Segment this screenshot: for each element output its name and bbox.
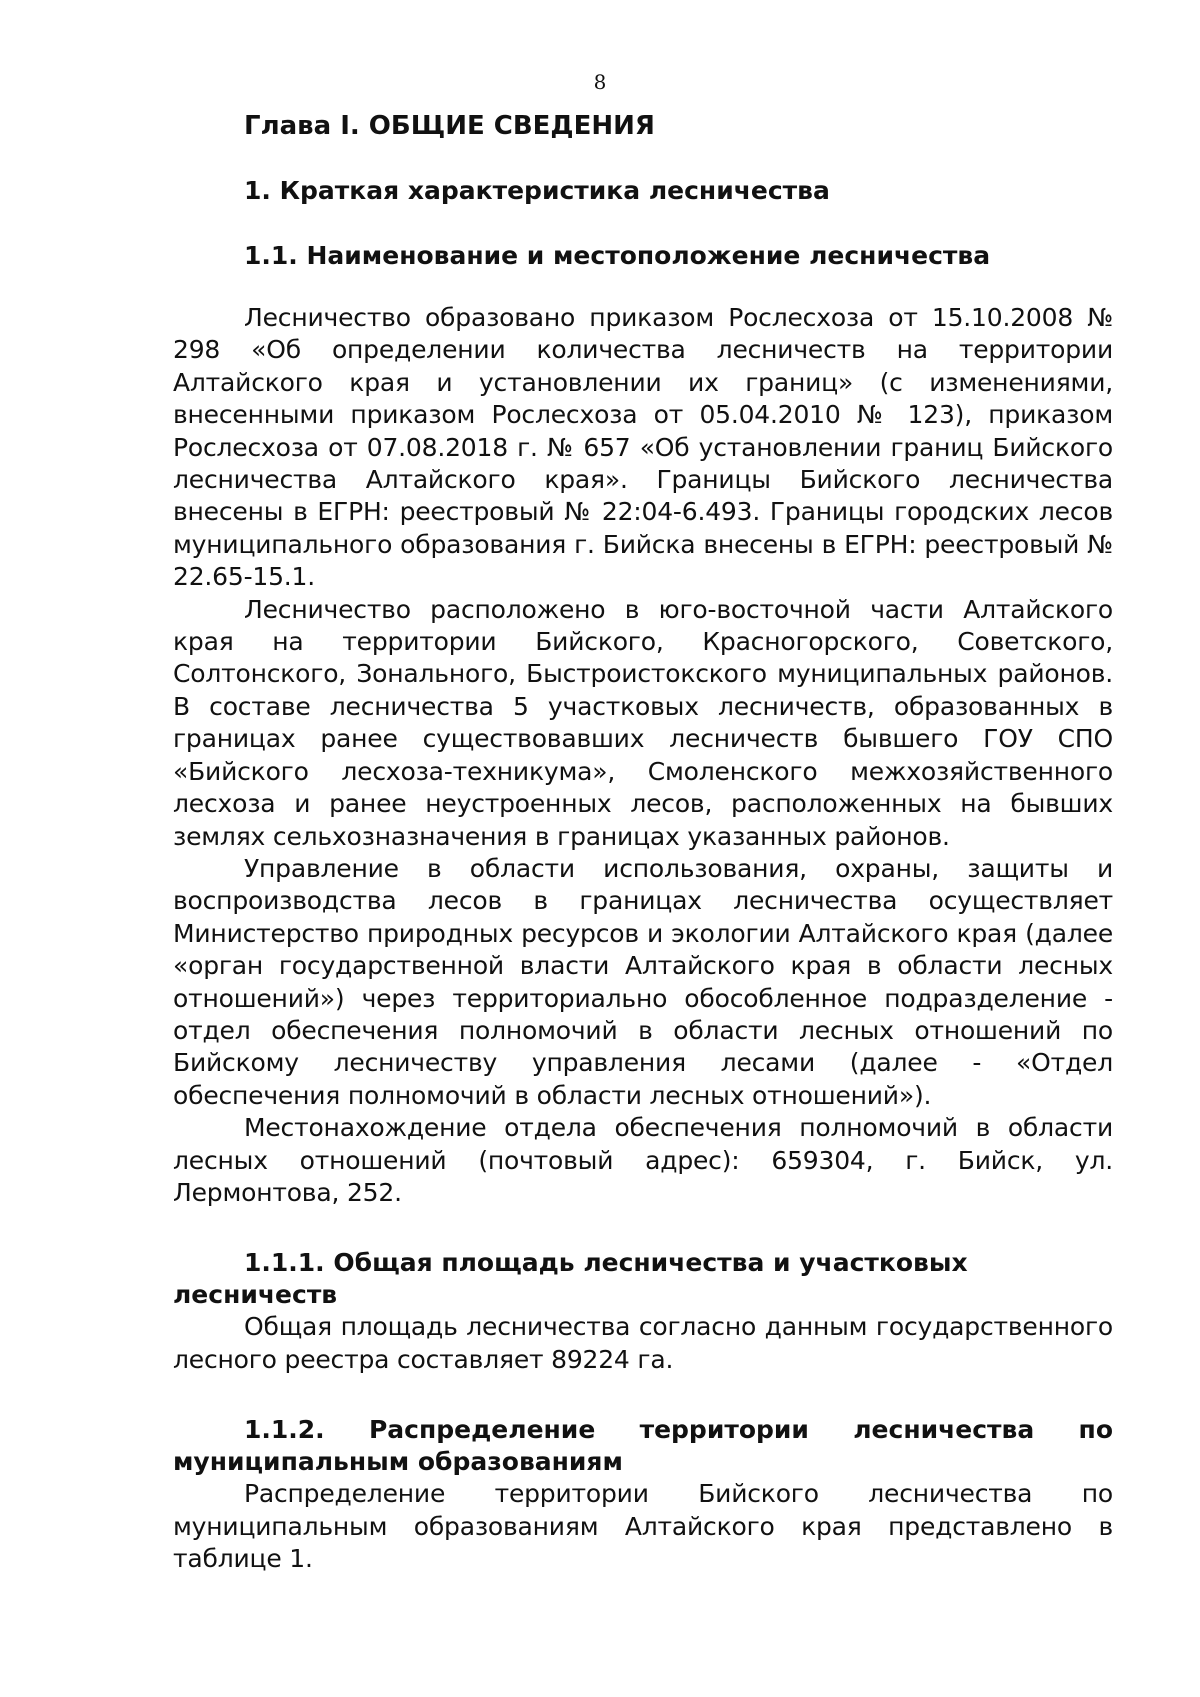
paragraph-address: Местонахождение отдела обеспечения полномочий в области лесных отношений (почтовый адрес): 659304, г. Бийск, ул. Лермонтова, 252.	[173, 1113, 1113, 1207]
page-number: 8	[593, 70, 607, 94]
paragraph-location: Лесничество расположено в юго-восточной части Алтайского края на территории Бийского, Красногорского, Советского, Солтонского, Зонального, Быстроистокского муниципальных районов. В составе лесничества 5 участковых лесничеств, образованных в границах ранее существовавших лесничеств бывшего ГОУ СПО «Бийского лесхоза-техникума», Смоленского межхозяйственного лесхоза и ранее неустроенных лесов, расположенных на бывших землях сельхозназначения в границах указанных районов.	[173, 594, 1113, 851]
paragraph-establishment: Лесничество образовано приказом Рослесхоза от 15.10.2008 № 298 «Об определении количества лесничеств на территории Алтайского края и установлении их границ» (с изменениями, внесенными приказом Рослесхоза от 05.04.2010 № 123), приказом Рослесхоза от 07.08.2018 г. № 657 «Об установлении границ Бийского лесничества Алтайского края». Границы Бийского лесничества внесены в ЕГРН: реестровый № 22:04-6.493. Границы городских лесов муниципального образования г. Бийска внесены в ЕГРН: реестровый № 22.65-15.1.	[173, 303, 1113, 592]
page-content	[173, 110, 1113, 1575]
chapter-title: Глава I. ОБЩИЕ СВЕДЕНИЯ	[244, 111, 655, 141]
paragraph-total-area: Общая площадь лесничества согласно данным государственного лесного реестра составляет 89224 га.	[173, 1312, 1113, 1374]
section-1-1-2-title: 1.1.2. Распределение территории лесничества по муниципальным образованиям	[173, 1415, 1113, 1477]
section-1-1-body	[173, 302, 1113, 1209]
paragraph-distribution: Распределение территории Бийского лесничества по муниципальным образованиям Алтайского края представлено в таблице 1.	[173, 1479, 1113, 1573]
paragraph-management: Управление в области использования, охраны, защиты и воспроизводства лесов в границах лесничества осуществляет Министерство природных ресурсов и экологии Алтайского края (далее «орган государственной власти Алтайского края в области лесных отношений») через территориально обособленное подразделение - отдел обеспечения полномочий в области лесных отношений по Бийскому лесничеству управления лесами (далее - «Отдел обеспечения полномочий в области лесных отношений»).	[173, 853, 1113, 1110]
section-1-1-1-title: 1.1.1. Общая площадь лесничества и участковых лесничеств	[173, 1248, 968, 1310]
section-1-title: 1. Краткая характеристика лесничества	[244, 176, 830, 205]
section-1-1-title: 1.1. Наименование и местоположение лесничества	[244, 241, 991, 270]
